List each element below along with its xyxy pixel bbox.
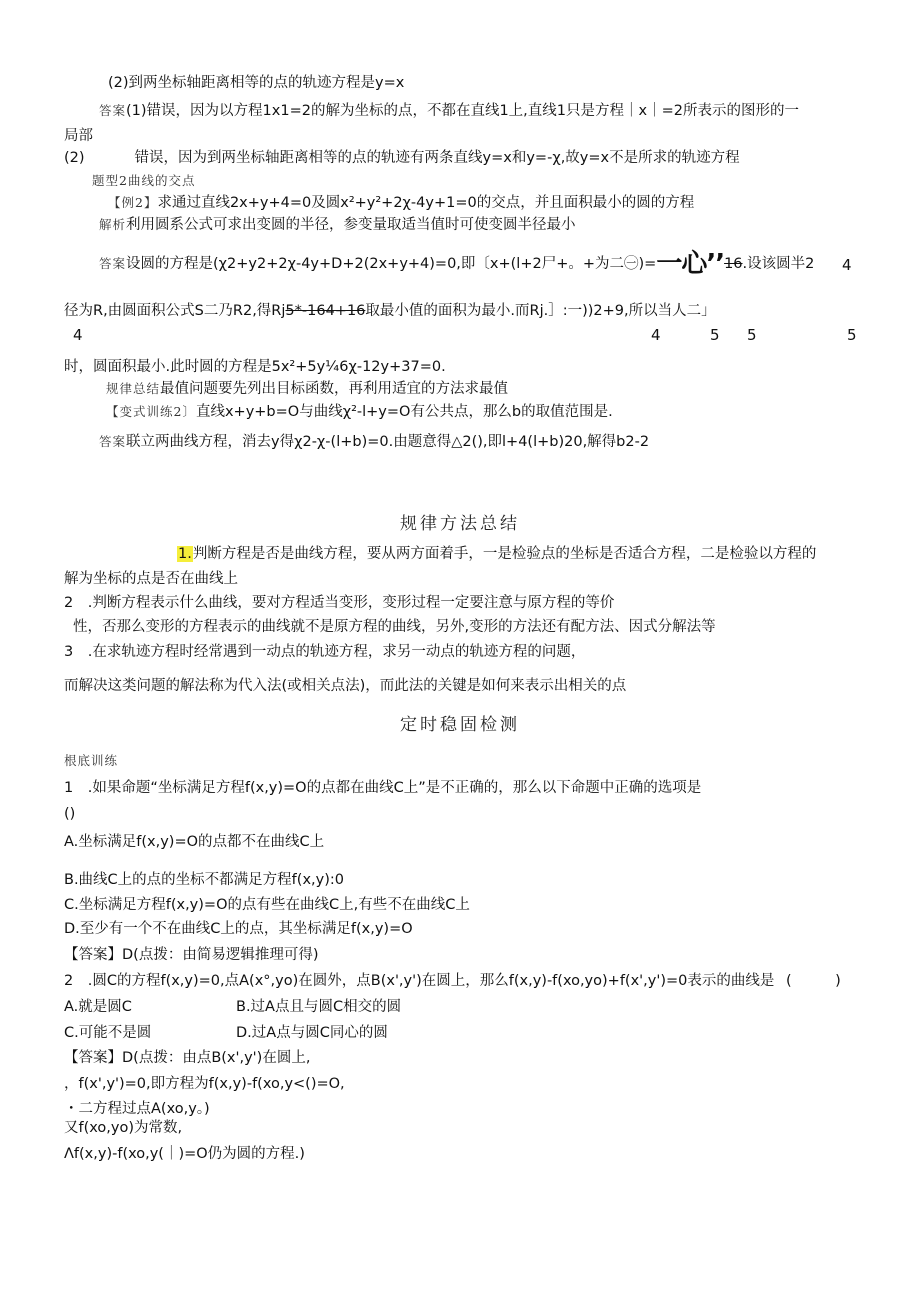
answer-label: 答案 [99, 434, 127, 449]
answer-text: 联立两曲线方程，消去y得χ2-χ-(l+b)=0.由题意得△2(),即l+4(l+b)20,解得b2-2 [126, 434, 650, 450]
option-c: C.坐标满足方程f(x,y)=O的点有些在曲线C上,有些不在曲线C上 [64, 897, 470, 913]
rule-text: 而解决这类问题的解法称为代入法(或相关点法)，而此法的关键是如何来表示出相关的点 [64, 678, 627, 694]
fraction-number: 4 [842, 256, 852, 274]
solution-step: Λf(x,y)-f(xo,y(｜)=O仍为圆的方程.) [64, 1146, 305, 1162]
solution-step: ，f(x',y')=0,即方程为f(x,y)-f(xo,y<()=O, [64, 1076, 345, 1092]
example-label: 【例2】 [108, 195, 158, 210]
question: 2 .圆C的方程f(x,y)=0,点A(x°,yo)在圆外，点B(x',y')在圆上，那么f(x,y)-f(xo,yo)+f(x',y')=0表示的曲线是 [64, 973, 775, 989]
analysis-line [99, 216, 576, 234]
answer-line [99, 249, 815, 279]
text-line: 时，圆面积最小.此时圆的方程是5x²+5y¼6χ-12y+37=0. [64, 359, 446, 375]
text-tail: 取最小值的面积为最小.而Rj.］:一))2+9,所以当人二」 [365, 303, 716, 319]
item-text: 错误，因为到两坐标轴距离相等的点的轨迹有两条直线y=x和y=-χ,故y=x不是所求的轨迹方程 [134, 150, 740, 166]
answer-text: D(点拨：由点B(x',y')在圆上, [122, 1050, 311, 1066]
answer-text: 设圆的方程是(χ2+y2+2χ-4y+D+2(2x+y+4)=0,即〔x+(l+2尸+。+为二㊀)= [126, 256, 657, 272]
fraction-number: 4 [73, 326, 83, 344]
option-a: A.就是圆C [64, 999, 132, 1015]
answer-label: 答案 [99, 103, 127, 118]
fraction-number: 5 [710, 326, 720, 344]
analysis-text: 利用圆系公式可求出变圆的半径，参变量取适当值时可使变圆半径最小 [126, 217, 576, 233]
answer-blank: () [64, 806, 76, 822]
fraction-number: 5 [747, 326, 757, 344]
rule-item: 2 .判断方程表示什么曲线，要对方程适当变形，变形过程一定要注意与原方程的等价 [64, 595, 615, 611]
text-line: 局部 [64, 128, 93, 144]
rule-item [177, 545, 816, 563]
answer-label: 答案 [99, 256, 127, 271]
section-heading: 规律方法总结 [400, 514, 520, 534]
solution-step: 又f(xo,yo)为常数, [64, 1120, 183, 1136]
struck-expression: 5*-164+16 [285, 303, 366, 319]
section-heading: 定时稳固检测 [400, 715, 520, 735]
summary-text: 最值问题要先列出目标函数，再利用适宜的方法求最值 [160, 381, 509, 397]
text-line [64, 302, 716, 320]
text-line: (2)到两坐标轴距离相等的点的轨迹方程是y=x [108, 75, 405, 91]
answer-text-tail: .设该圆半2 [742, 256, 815, 272]
answer-line [64, 946, 318, 964]
answer-line [64, 1049, 310, 1067]
answer-line [99, 433, 649, 451]
analysis-label: 解析 [99, 217, 127, 232]
option-b: B.曲线C上的点的坐标不都满足方程f(x,y):0 [64, 872, 344, 888]
solution-step: ・二方程过点A(xo,y。) [64, 1101, 210, 1117]
option-d: D.至少有一个不在曲线C上的点，其坐标满足f(x,y)=O [64, 921, 413, 937]
answer-line [99, 102, 799, 120]
answer-label: 【答案】 [64, 947, 122, 963]
fraction-number: 5 [847, 326, 857, 344]
text-head: 径为R,由圆面积公式S二乃R2,得Rj [64, 303, 286, 319]
rule-item: 3 .在求轨迹方程时经常遇到一动点的轨迹方程，求另一动点的轨迹方程的问题， [64, 644, 586, 660]
struck-number: 16 [724, 256, 743, 272]
rule-text: 性，否那么变形的方程表示的曲线就不是原方程的曲线，另外,变形的方法还有配方法、因式分解法等 [73, 619, 716, 635]
exercise-text: 直线x+y+b=O与曲线χ²-l+y=O有公共点，那么b的取值范围是. [195, 404, 613, 420]
summary-line [106, 380, 508, 398]
option-a: A.坐标满足f(x,y)=O的点都不在曲线C上 [64, 834, 325, 850]
item-number: (2) [64, 150, 85, 166]
answer-text: (1)错误，因为以方程1x1=2的解为坐标的点，不都在直线1上,直线1只是方程｜x｜=2所表示的图形的一 [126, 103, 799, 119]
rule-text: 判断方程是否是曲线方程，要从两方面着手，一是检验点的坐标是否适合方程，二是检验以方程的 [192, 546, 817, 562]
example-text: 求通过直线2x+y+4=0及圆x²+y²+2χ-4y+1=0的交点，并且面积最小的圆的方程 [157, 195, 695, 211]
question: 1 .如果命题“坐标满足方程f(x,y)=O的点都在曲线C上”是不正确的，那么以下命题中正确的选项是 [64, 780, 702, 796]
answer-label: 【答案】 [64, 1050, 122, 1066]
option-b: B.过A点且与圆C相交的圆 [236, 999, 402, 1015]
option-d: D.过A点与圆C同心的圆 [236, 1025, 388, 1041]
summary-label: 规律总结 [106, 381, 161, 396]
text-line [64, 149, 740, 167]
example-line [108, 194, 694, 212]
fraction-number: 4 [651, 326, 661, 344]
section-label: 题型2曲线的交点 [92, 173, 196, 188]
exercise-line [106, 403, 613, 421]
garbled-glyph: 一心’’ [656, 249, 725, 279]
subsection-label: 根底训练 [64, 753, 119, 768]
answer-text: D(点拨：由简易逻辑推理可得) [122, 947, 319, 963]
option-c: C.可能不是圆 [64, 1025, 152, 1041]
answer-blank: ( ) [786, 973, 841, 989]
rule-text: 解为坐标的点是否在曲线上 [64, 571, 238, 587]
exercise-label: 【变式训练2〕 [106, 404, 196, 419]
highlight-marker: 1. [178, 546, 192, 562]
